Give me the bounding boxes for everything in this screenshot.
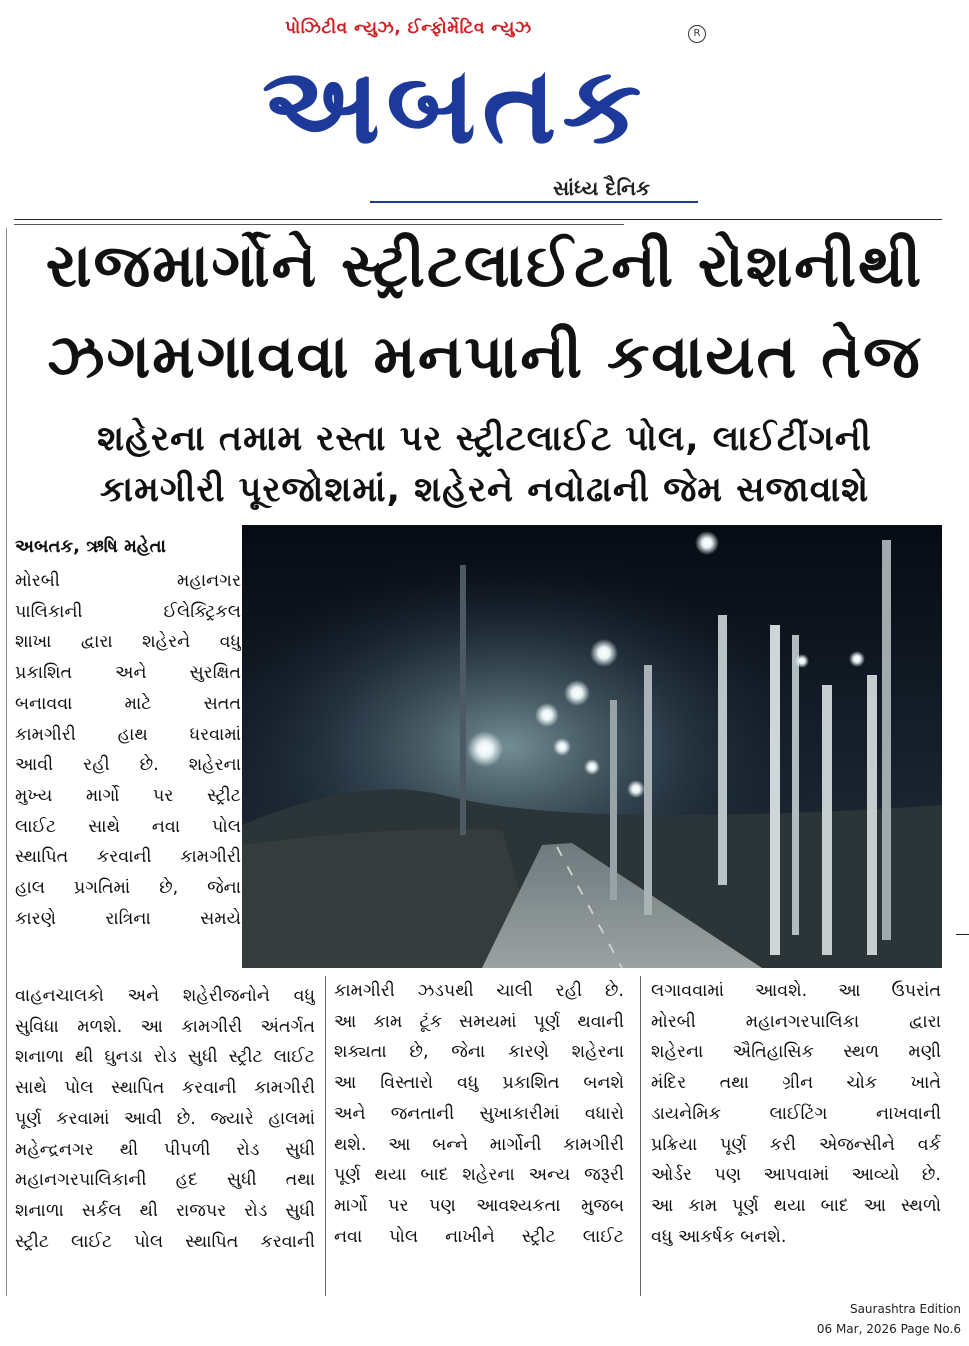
article-line: લગાવવામાં આવશે. આ ઉપરાંત	[651, 981, 941, 1001]
masthead-rule	[370, 201, 698, 203]
margin-tick	[956, 934, 969, 935]
article-line: આ કામ પૂર્ણ થયા બાદ આ સ્થળો	[651, 1195, 941, 1216]
article-line: માર્ગો પર પણ આવશ્યકતા મુજબ	[334, 1195, 624, 1216]
article-line: કામગીરી હાથ ધરવામાં	[15, 724, 241, 745]
article-column-2	[334, 976, 624, 1252]
article-line: થશે. આ બન્ને માર્ગોની કામગીરી	[334, 1134, 624, 1155]
article-line: આ કામ ટૂંક સમયમાં પૂર્ણ થવાની	[334, 1011, 624, 1032]
article-line: આ વિસ્તારો વધુ પ્રકાશિત બનશે	[334, 1073, 624, 1094]
subheadline-line-2: કામગીરી પૂરજોશમાં, શહેરને નવોઢાની જેમ સજાવાશે	[99, 470, 870, 510]
article-line: બનાવવા માટે સતત	[15, 693, 241, 714]
article-line: સુવિધા મળશે. આ કામગીરી અંતર્ગત	[15, 1016, 315, 1037]
column-divider	[325, 976, 326, 1296]
article-line: મહેન્દ્રનગર થી પીપળી રોડ સુધી	[15, 1139, 315, 1160]
article-line: મંદિર તથા ગ્રીન ચોક ખાતે	[651, 1073, 941, 1094]
article-line: કામગીરી ઝડપથી ચાલી રહી છે.	[334, 981, 624, 1001]
article-line: પાલિકાની ઈલેક્ટ્રિકલ	[15, 601, 241, 622]
article-line: શનાળા સર્કલ થી રાજપર રોડ સુધી	[15, 1200, 315, 1221]
article-line: સ્ટ્રીટ લાઈટ પોલ સ્થાપિત કરવાની	[15, 1231, 315, 1252]
article-line: પૂર્ણ થયા બાદ શહેરના અન્ય જરૂરી	[334, 1165, 624, 1186]
article-line: વાહનચાલકો અને શહેરીજનોને વધુ	[15, 986, 315, 1006]
masthead	[0, 0, 969, 225]
article-line: અને જનતાની સુખાકારીમાં વધારો	[334, 1103, 624, 1124]
article-line: સાથે પોલ સ્થાપિત કરવાની કામગીરી	[15, 1078, 315, 1099]
subheadline-line-1: શહેરના તમામ રસ્તા પર સ્ટ્રીટલાઈટ પોલ, લાઈટીંગની	[97, 419, 872, 459]
masthead-tagline: પોઝિટીવ ન્યુઝ, ઈન્ફોર્મેટિવ ન્યુઝ	[285, 18, 532, 38]
article-line: મોરબી મહાનગરપાલિકા દ્વારા	[651, 1011, 941, 1032]
footer-edition: Saurashtra Edition	[849, 1302, 961, 1316]
column-divider	[640, 976, 641, 1296]
article-line: શક્યતા છે, જેના કારણે શહેરના	[334, 1042, 624, 1063]
article-line: સ્થાપિત કરવાની કામગીરી	[15, 847, 241, 868]
article-line: પૂર્ણ કરવામાં આવી છે. જ્યારે હાલમાં	[15, 1108, 315, 1129]
article-line: મુખ્ય માર્ગો પર સ્ટ્રીટ	[15, 785, 241, 806]
footer-date-page: 06 Mar, 2026 Page No.6	[816, 1322, 961, 1336]
article-line: પ્રક્રિયા પૂર્ણ કરી એજન્સીને વર્ક	[651, 1134, 941, 1155]
article-line: શનાળા થી ઘુનડા રોડ સુધી સ્ટ્રીટ લાઈટ	[15, 1047, 315, 1068]
article-line: લાઈટ સાથે નવા પોલ	[15, 816, 241, 837]
byline: અબતક, ઋષિ મહેતા	[15, 536, 166, 557]
article-column-1-bottom	[15, 981, 315, 1257]
street-light-photo	[242, 525, 942, 968]
headline-line-1: રાજમાર્ગોને સ્ટ્રીટલાઈટની રોશનીથી	[45, 231, 924, 301]
article-line: ઓર્ડર પણ આપવામાં આવ્યો છે.	[651, 1165, 941, 1186]
article-line: મોરબી મહાનગર	[15, 571, 241, 591]
article-line: નવા પોલ નાખીને સ્ટ્રીટ લાઈટ	[334, 1226, 624, 1247]
article-line: મહાનગરપાલિકાની હદ સુધી તથા	[15, 1170, 315, 1191]
article-line: હાલ પ્રગતિમાં છે, જેના	[15, 878, 241, 899]
article-line: શાખા દ્વારા શહેરને વધુ	[15, 632, 241, 653]
article-line: કારણે રાત્રિના સમયે	[15, 908, 241, 929]
article-line: ડાયનેમિક લાઈટિંગ નાખવાની	[651, 1103, 941, 1124]
newspaper-logo: અબતક	[262, 44, 648, 168]
article-line: વધુ આકર્ષક બનશે.	[651, 1226, 787, 1247]
article-column-3	[651, 976, 941, 1252]
article-line: આવી રહી છે. શહેરના	[15, 755, 241, 776]
article-line: શહેરના ઐતિહાસિક સ્થળ મણી	[651, 1042, 941, 1063]
registered-mark-icon: R	[688, 25, 706, 43]
headline-line-2: ઝગમગાવવા મનપાની કવાયત તેજ	[47, 322, 922, 392]
article-line: પ્રકાશિત અને સુરક્ષિત	[15, 663, 241, 684]
article-column-1-top	[15, 566, 241, 934]
masthead-subtitle: સાંધ્ય દૈનિક	[553, 176, 651, 200]
header-divider	[14, 219, 942, 220]
header-divider-thin	[14, 224, 624, 225]
